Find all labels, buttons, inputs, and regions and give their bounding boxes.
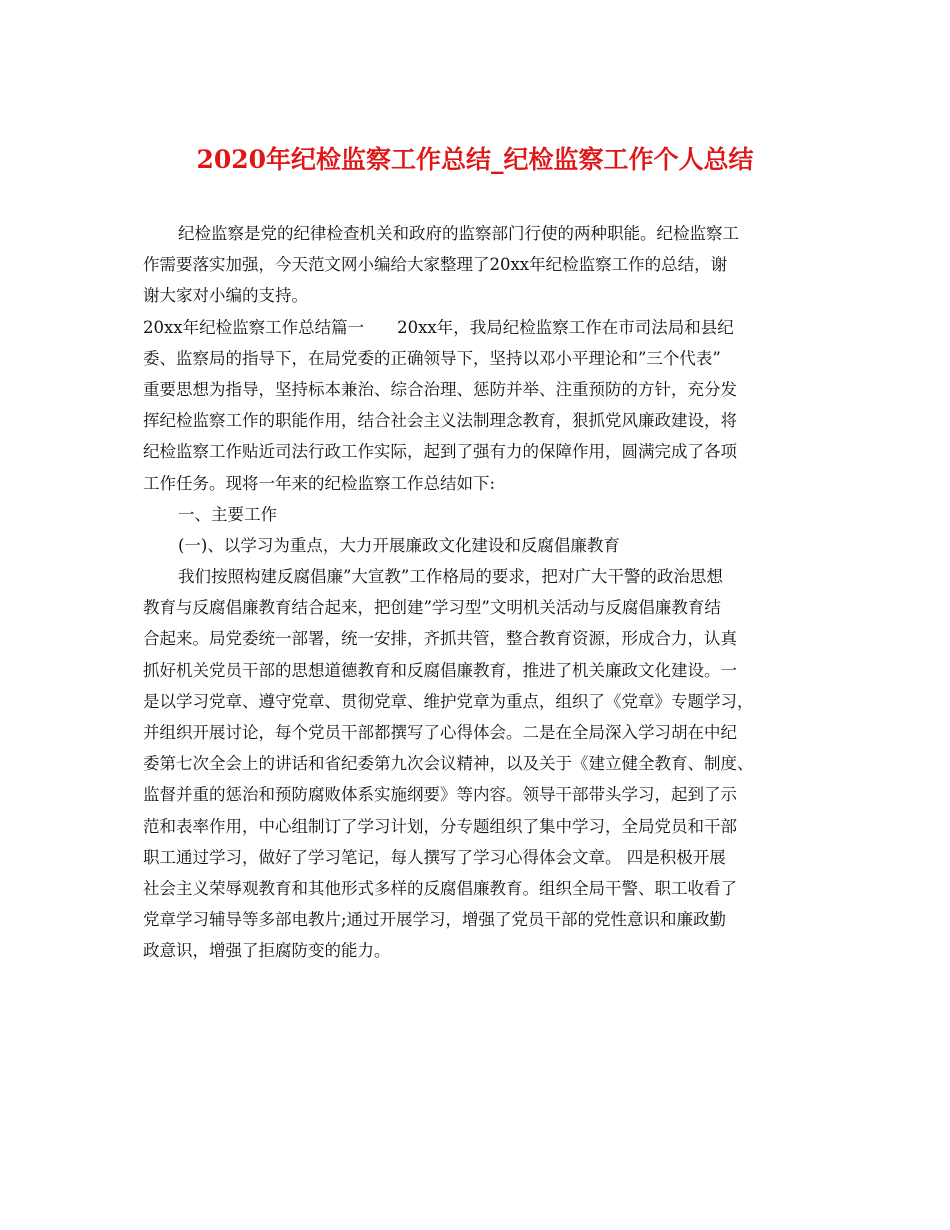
text-line: 重要思想为指导，坚持标本兼治、综合治理、惩防并举、注重预防的方针，充分发 bbox=[143, 379, 737, 399]
text-line: 教育与反腐倡廉教育结合起来，把创建”学习型”文明机关活动与反腐倡廉教育结 bbox=[143, 598, 721, 618]
text-line: 谢大家对小编的支持。 bbox=[143, 286, 308, 306]
text-line: 范和表率作用，中心组制订了学习计划，分专题组织了集中学习，全局党员和干部 bbox=[143, 816, 737, 836]
text-line: 我们按照构建反腐倡廉”大宣教”工作格局的要求，把对广大干警的政治思想 bbox=[178, 567, 723, 587]
text-line: 监督并重的惩治和预防腐败体系实施纲要》等内容。领导干部带头学习，起到了示 bbox=[143, 785, 737, 805]
page-title: 2020年纪检监察工作总结_纪检监察工作个人总结 bbox=[196, 145, 754, 174]
text-line: 纪检监察工作贴近司法行政工作实际，起到了强有力的保障作用，圆满完成了各项 bbox=[143, 442, 737, 462]
text-line: 委第七次全会上的讲话和省纪委第九次会议精神，以及关于《建立健全教育、制度、 bbox=[143, 754, 754, 774]
text-line: 职工通过学习，做好了学习笔记，每人撰写了学习心得体会文章。 四是积极开展 bbox=[143, 847, 726, 867]
text-line: 委、监察局的指导下，在局党委的正确领导下，坚持以邓小平理论和”三个代表” bbox=[143, 348, 721, 368]
text-line: 抓好机关党员干部的思想道德教育和反腐倡廉教育，推进了机关廉政文化建设。一 bbox=[143, 660, 737, 680]
text-line: 合起来。局党委统一部署，统一安排，齐抓共管，整合教育资源，形成合力，认真 bbox=[143, 629, 737, 649]
text-line: 纪检监察是党的纪律检查机关和政府的监察部门行使的两种职能。纪检监察工 bbox=[178, 224, 739, 243]
text-line: 工作任务。现将一年来的纪检监察工作总结如下: bbox=[143, 473, 496, 493]
text-line: 政意识，增强了拒腐防变的能力。 bbox=[143, 941, 391, 961]
text-line: 一、主要工作 bbox=[178, 504, 277, 524]
text-line: 是以学习党章、遵守党章、贯彻党章、维护党章为重点，组织了《党章》专题学习， bbox=[143, 691, 754, 711]
text-line: 作需要落实加强，今天范文网小编给大家整理了20xx年纪检监察工作的总结，谢 bbox=[143, 255, 728, 275]
text-line: (一)、以学习为重点，大力开展廉政文化建设和反腐倡廉教育 bbox=[178, 535, 620, 555]
document-body bbox=[143, 218, 823, 967]
text-line: 挥纪检监察工作的职能作用，结合社会主义法制理念教育，狠抓党风廉政建设，将 bbox=[143, 411, 737, 431]
text-line: 20xx年纪检监察工作总结篇一 20xx年，我局纪检监察工作在市司法局和县纪 bbox=[143, 317, 734, 337]
text-line: 党章学习辅导等多部电教片;通过开展学习，增强了党员干部的党性意识和廉政勤 bbox=[143, 910, 727, 930]
text-line: 社会主义荣辱观教育和其他形式多样的反腐倡廉教育。组织全局干警、职工收看了 bbox=[143, 878, 737, 898]
text-line: 并组织开展讨论，每个党员干部都撰写了心得体会。二是在全局深入学习胡在中纪 bbox=[143, 723, 737, 742]
